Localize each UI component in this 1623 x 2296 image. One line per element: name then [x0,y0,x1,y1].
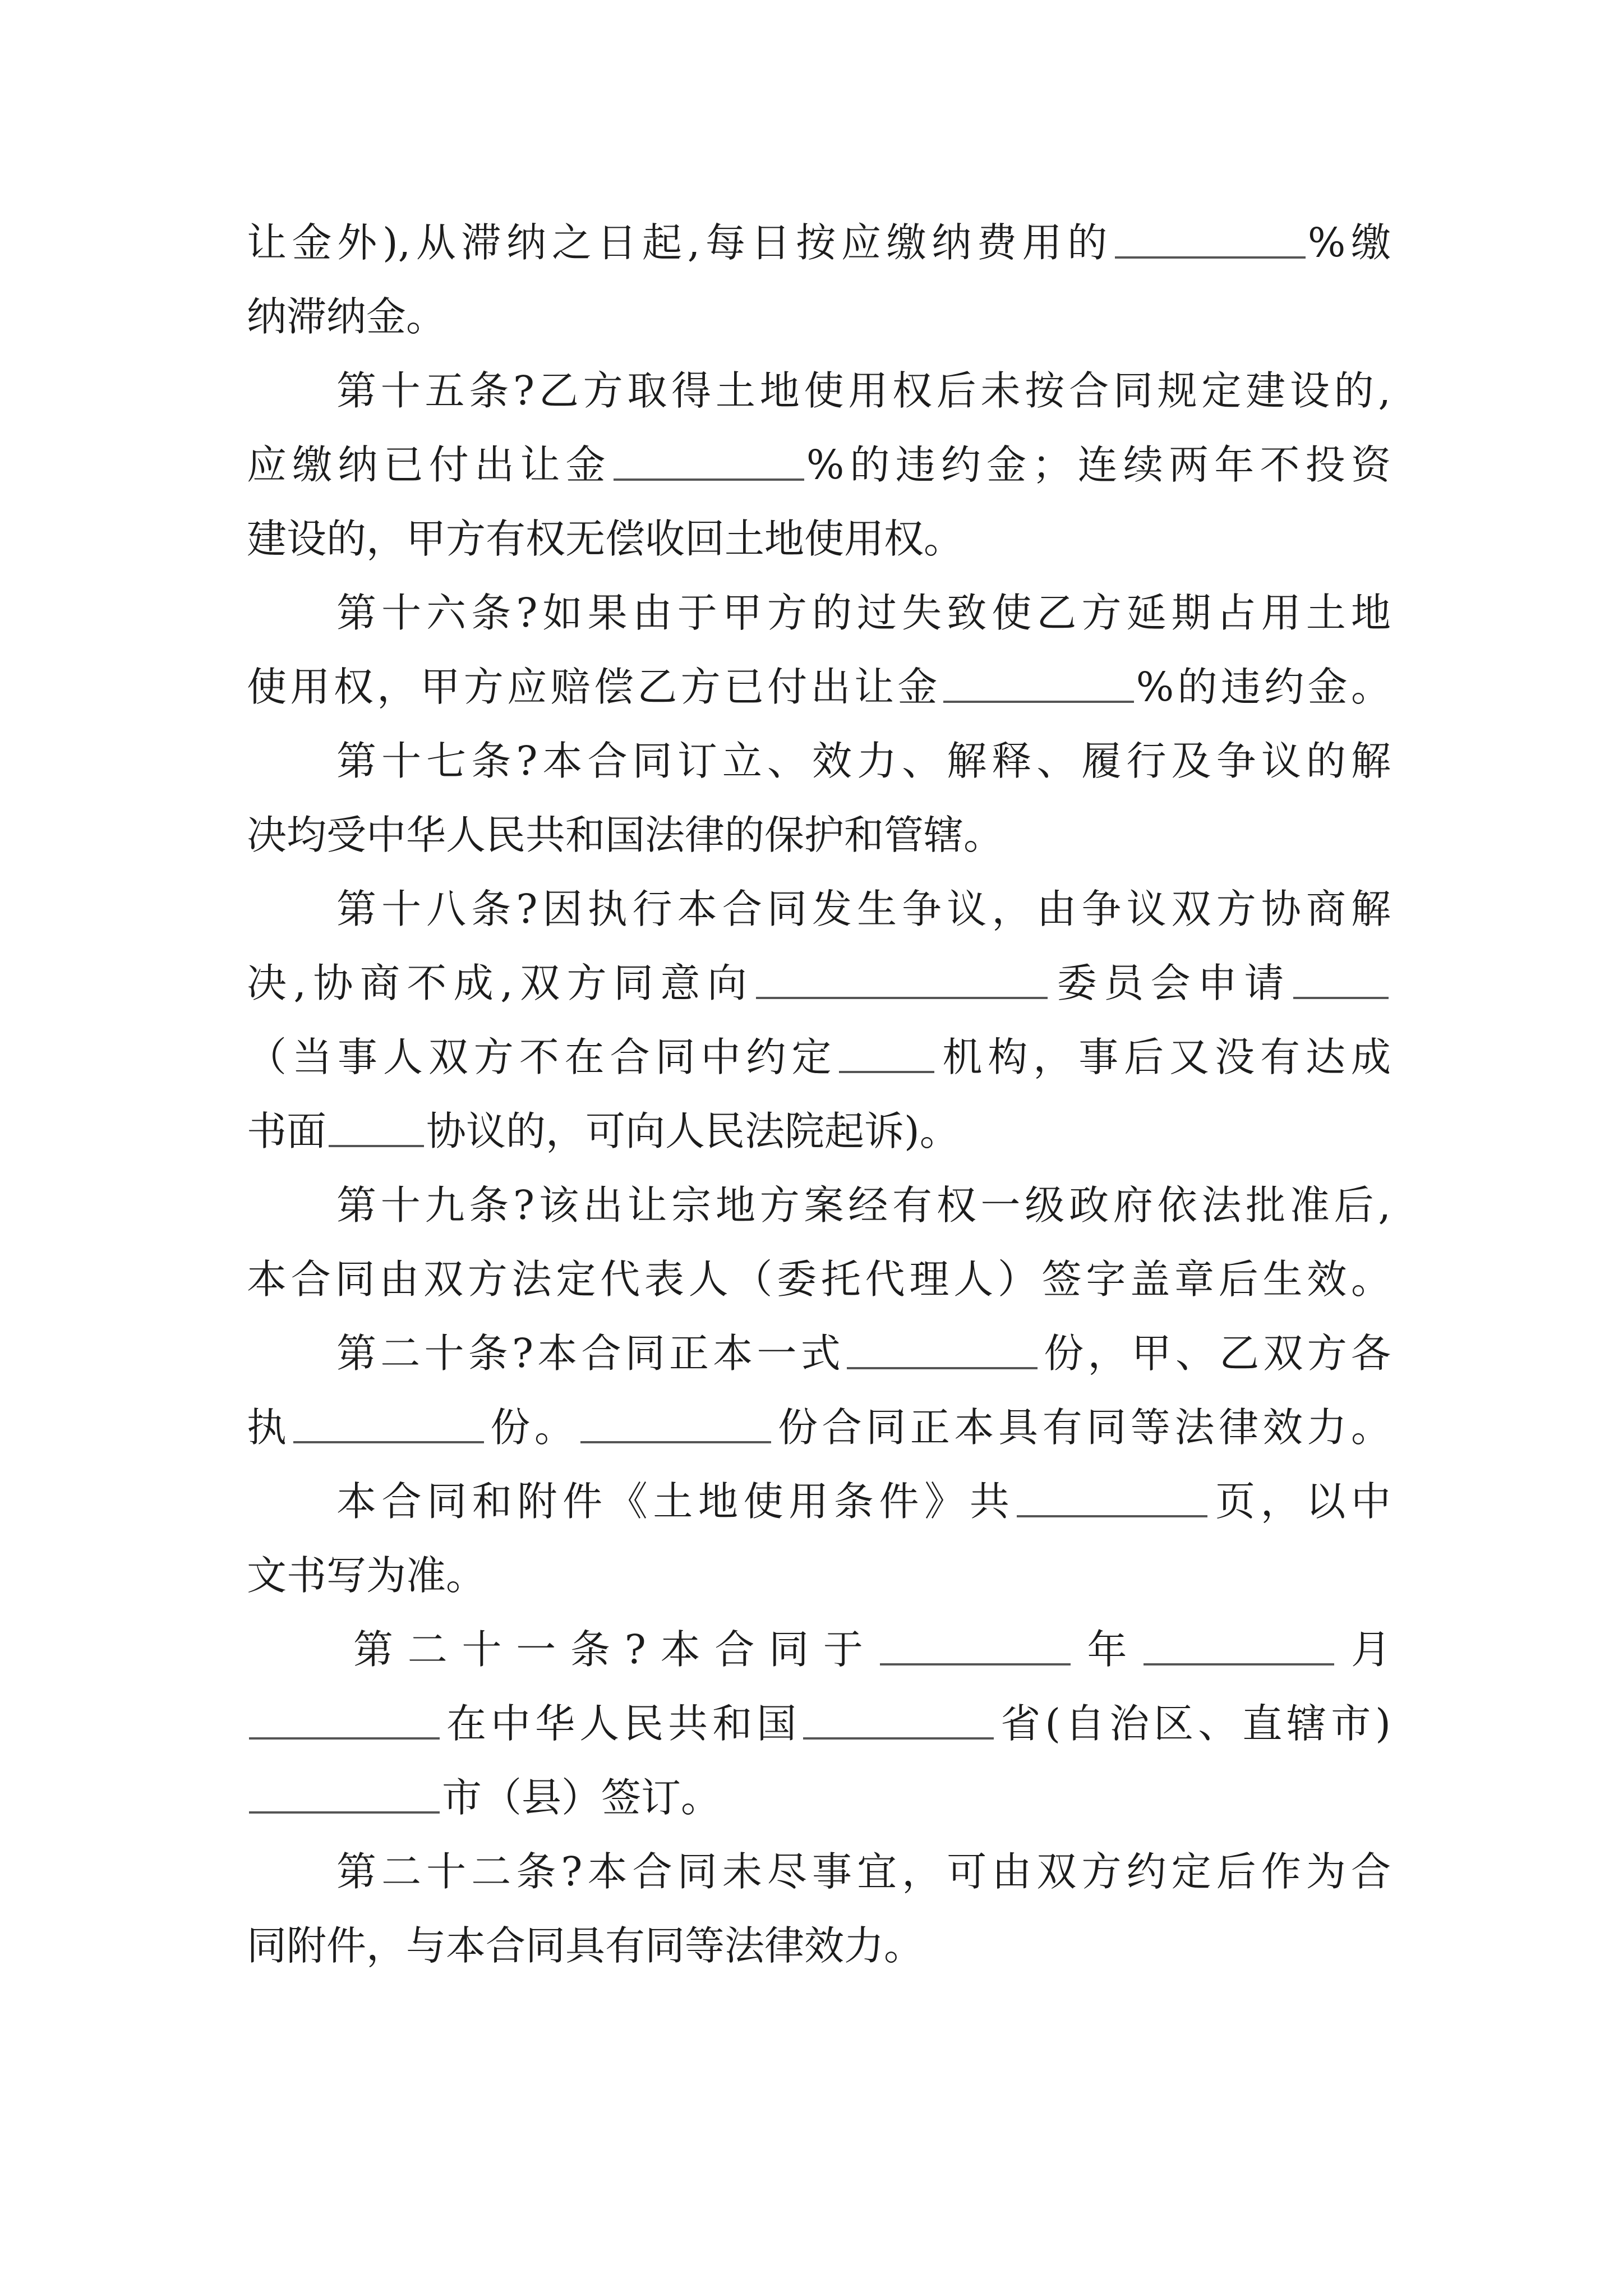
article-20-line [336,1312,1391,1396]
text-segment: 在中华人民共和国 [442,1700,801,1747]
text-segment: 决均受中华人民共和国法律的保护和管辖。 [247,812,1004,858]
text-line [247,1015,1391,1099]
text-segment: 第二十二条?本合同未尽事宜，可由双方约定后作为合 [336,1848,1391,1895]
text-segment: 同附件，与本合同具有同等法律效力。 [247,1922,924,1969]
text-line [247,1237,1391,1322]
fill-blank[interactable] [1293,997,1389,999]
text-segment: %缴 [1307,219,1391,266]
text-line [247,201,1391,285]
text-line [247,1904,1391,1988]
text-segment: 建设的，甲方有权无偿收回土地使用权。 [247,516,964,562]
fill-blank[interactable] [249,1811,440,1814]
text-segment: 市（县）签订。 [442,1774,721,1821]
text-segment: 份。 [486,1404,579,1451]
text-line [247,793,1391,877]
text-segment: %的违约金。 [1136,664,1391,710]
text-segment: 执 [247,1404,291,1451]
fill-blank[interactable] [756,997,1048,999]
fill-blank[interactable] [839,1071,934,1073]
text-line [247,1089,1391,1174]
text-segment: 份，甲、乙双方各 [1040,1330,1391,1377]
text-segment: 份合同正本具有同等法律效力。 [773,1404,1391,1451]
text-segment: 协议的，可向人民法院起诉)。 [426,1108,960,1154]
fill-blank[interactable] [614,478,804,481]
article-15-line [336,349,1391,433]
attachment-line [336,1460,1391,1544]
text-segment: 本合同和附件《土地使用条件》共 [336,1478,1015,1525]
text-line [247,497,1391,581]
text-segment: 纳滞纳金。 [247,293,446,340]
fill-blank[interactable] [293,1441,484,1443]
text-segment: （当事人双方不在合同中约定 [247,1034,837,1080]
text-segment: %的违约金；连续两年不投资 [806,441,1391,488]
text-line [247,645,1391,729]
text-segment: 让金外),从滞纳之日起,每日按应缴纳费用的 [247,219,1113,266]
fill-blank[interactable] [847,1367,1038,1369]
text-segment: 使用权，甲方应赔偿乙方已付出让金 [247,664,941,710]
text-segment: 第十五条?乙方取得土地使用权后未按合同规定建设的, [336,367,1391,414]
fill-blank[interactable] [329,1145,424,1147]
text-line [247,275,1391,359]
text-segment: 第二十条?本合同正本一式 [336,1330,845,1377]
article-18-line [336,867,1391,951]
text-segment: 第十八条?因执行本合同发生争议，由争议双方协商解 [336,886,1391,932]
text-segment: 本合同由双方法定代表人（委托代理人）签字盖章后生效。 [247,1256,1391,1303]
text-line [247,1756,1391,1840]
text-segment: 省(自治区、直辖市) [996,1700,1391,1747]
text-line [247,423,1391,507]
article-21-line [353,1608,1391,1692]
article-16-line [336,571,1391,655]
text-line [247,1534,1391,1618]
text-segment: 第十九条?该出让宗地方案经有权一级政府依法批准后, [336,1182,1391,1228]
text-segment: 委员会申请 [1050,960,1291,1006]
text-line [247,1682,1391,1766]
fill-blank[interactable] [803,1737,994,1740]
text-segment: 页，以中 [1210,1478,1391,1525]
fill-blank[interactable] [1144,1663,1334,1665]
fill-blank[interactable] [880,1663,1071,1665]
text-segment: 第十七条?本合同订立、效力、解释、履行及争议的解 [336,738,1391,784]
text-line [247,1386,1391,1470]
text-segment: 书面 [247,1108,327,1154]
text-segment: 第二十一条?本合同于 [353,1626,878,1673]
text-segment: 年 [1072,1626,1142,1673]
text-line [247,941,1391,1025]
text-segment: 文书写为准。 [247,1552,486,1599]
article-17-line [336,719,1391,803]
text-segment: 月 [1336,1626,1391,1673]
text-segment: 机构，事后又没有达成 [937,1034,1391,1080]
text-segment: 决,协商不成,双方同意向 [247,960,754,1006]
text-segment: 第十六条?如果由于甲方的过失致使乙方延期占用土地 [336,590,1391,636]
fill-blank[interactable] [580,1441,771,1443]
article-19-line [336,1163,1391,1248]
article-22-line [336,1830,1391,1914]
fill-blank[interactable] [1115,256,1306,259]
text-segment: 应缴纳已付出让金 [247,441,611,488]
fill-blank[interactable] [1017,1515,1207,1517]
fill-blank[interactable] [943,701,1134,703]
fill-blank[interactable] [249,1737,440,1740]
